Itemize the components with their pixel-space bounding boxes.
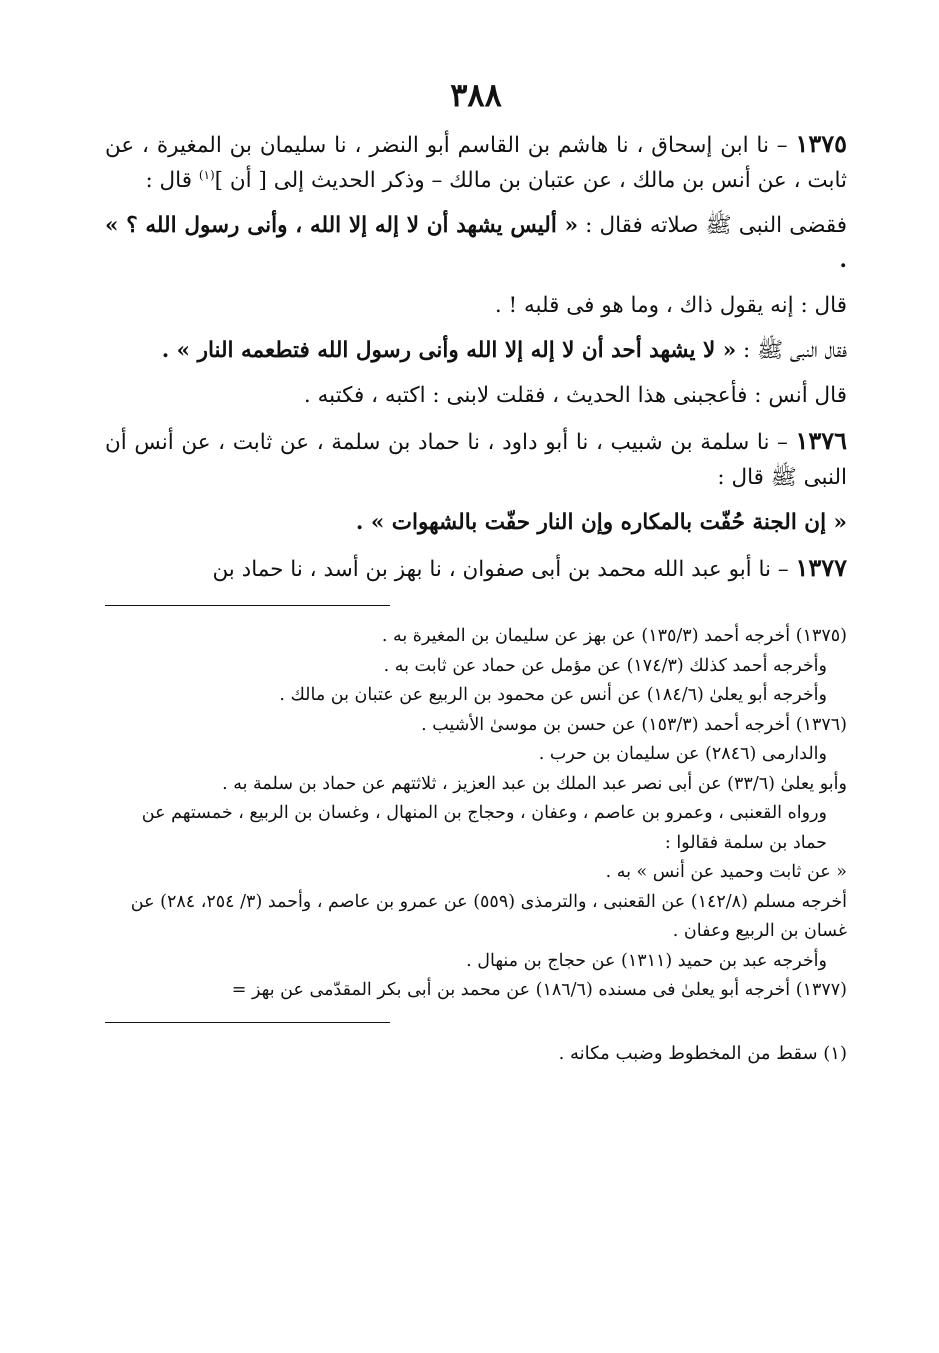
hadith-number: ١٣٧٥: [795, 129, 847, 158]
prophet-saying: « إن الجنة حُفّت بالمكاره وإن النار حفّت بالشهوات » .: [355, 510, 847, 535]
hadith-1375: [105, 126, 847, 198]
hadith-number: ١٣٧٧: [795, 553, 847, 582]
narration-paragraph: [105, 208, 847, 278]
narration-paragraph: قال : إنه يقول ذاك ، وما هو فى قلبه ! .: [494, 293, 847, 318]
notes-divider: [105, 605, 390, 606]
footnote-ref: (١): [198, 167, 215, 182]
takhrij-notes: [105, 622, 847, 1006]
narration-lead: فقال النبى ﷺ :: [736, 338, 847, 363]
note-line: أخرجه مسلم (١٤٢/٨) عن القعنبى ، والترمذى (٥٥٩) عن عمرو بن عاصم ، وأحمد (٣/ ٢٥٤، ٢٨٤) عن غسان بن الربيع وعفان .: [130, 891, 847, 941]
narration-paragraph: قال أنس : فأعجبنى هذا الحديث ، فقلت لابنى : اكتبه ، فكتبه .: [303, 383, 847, 408]
hadith-1377: [105, 550, 847, 587]
footnote: (١) سقط من المخطوط وضبب مكانه .: [558, 1042, 847, 1064]
note-line: (١٣٧٥) أخرجه أحمد (١٣٥/٣) عن بهز عن سليمان بن المغيرة به .: [381, 626, 847, 646]
hadith-text-end: قال :: [145, 168, 199, 193]
hadith-text: – نا أبو عبد الله محمد بن أبى صفوان ، نا بهز بن أسد ، نا حماد بن: [212, 557, 796, 582]
note-line: وأبو يعلىٰ (٣٣/٦) عن أبى نصر عبد الملك بن عبد العزيز ، ثلاثتهم عن حماد بن سلمة به .: [222, 773, 847, 794]
narration-lead: فقضى النبى ﷺ صلاته فقال :: [578, 213, 847, 238]
note-line: (١٣٧٦) أخرجه أحمد (١٥٣/٣) عن حسن بن موسىٰ الأشيب .: [421, 714, 847, 735]
note-line: والدارمى (٢٨٤٦) عن سليمان بن حرب .: [538, 744, 827, 764]
note-line: « عن ثابت وحميد عن أنس » به .: [605, 862, 847, 882]
prophet-saying: « لا يشهد أحد أن لا إله إلا الله وأنى رسول الله فتطعمه النار » .: [161, 338, 737, 363]
hadith-text: – نا سلمة بن شبيب ، نا أبو داود ، نا حماد بن سلمة ، عن ثابت ، عن أنس أن النبى ﷺ قال :: [105, 430, 847, 490]
note-line: وأخرجه أبو يعلىٰ (١٨٤/٦) عن أنس عن محمود بن الربيع عن عتبان بن مالك .: [279, 685, 827, 705]
page-number: ٣٨٨: [450, 76, 502, 114]
narration-paragraph: [105, 333, 847, 368]
note-line: ورواه القعنبى ، وعمرو بن عاصم ، وعفان ، وحجاج بن المنهال ، وغسان بن الربيع ، خمستهم عن حماد بن سلمة فقالوا :: [141, 803, 827, 853]
note-line: وأخرجه عبد بن حميد (١٣١١) عن حجاج بن منهال .: [466, 950, 827, 971]
page: [105, 72, 847, 1069]
prophet-saying: « أليس يشهد أن لا إله إلا الله ، وأنى رسول الله ؟ » .: [105, 213, 847, 273]
note-line: (١٣٧٧) أخرجه أبو يعلىٰ فى مسنده (١٨٦/٦) عن محمد بن أبى بكر المقدّمى عن بهز =: [231, 980, 847, 1000]
hadith-number: ١٣٧٦: [795, 426, 847, 455]
note-line: وأخرجه أحمد كذلك (١٧٤/٣) عن مؤمل عن حماد عن ثابت به .: [383, 655, 827, 676]
footnote-divider: [105, 1022, 390, 1023]
prophet-saying-paragraph: [105, 505, 847, 540]
hadith-1376: [105, 423, 847, 495]
hadith-text: – نا ابن إسحاق ، نا هاشم بن القاسم أبو النضر ، نا سليمان بن المغيرة ، عن ثابت ، عن أنس بن مالك ، عن عتبان بن مالك – وذكر الحديث إلى [ أن ]: [105, 133, 847, 193]
